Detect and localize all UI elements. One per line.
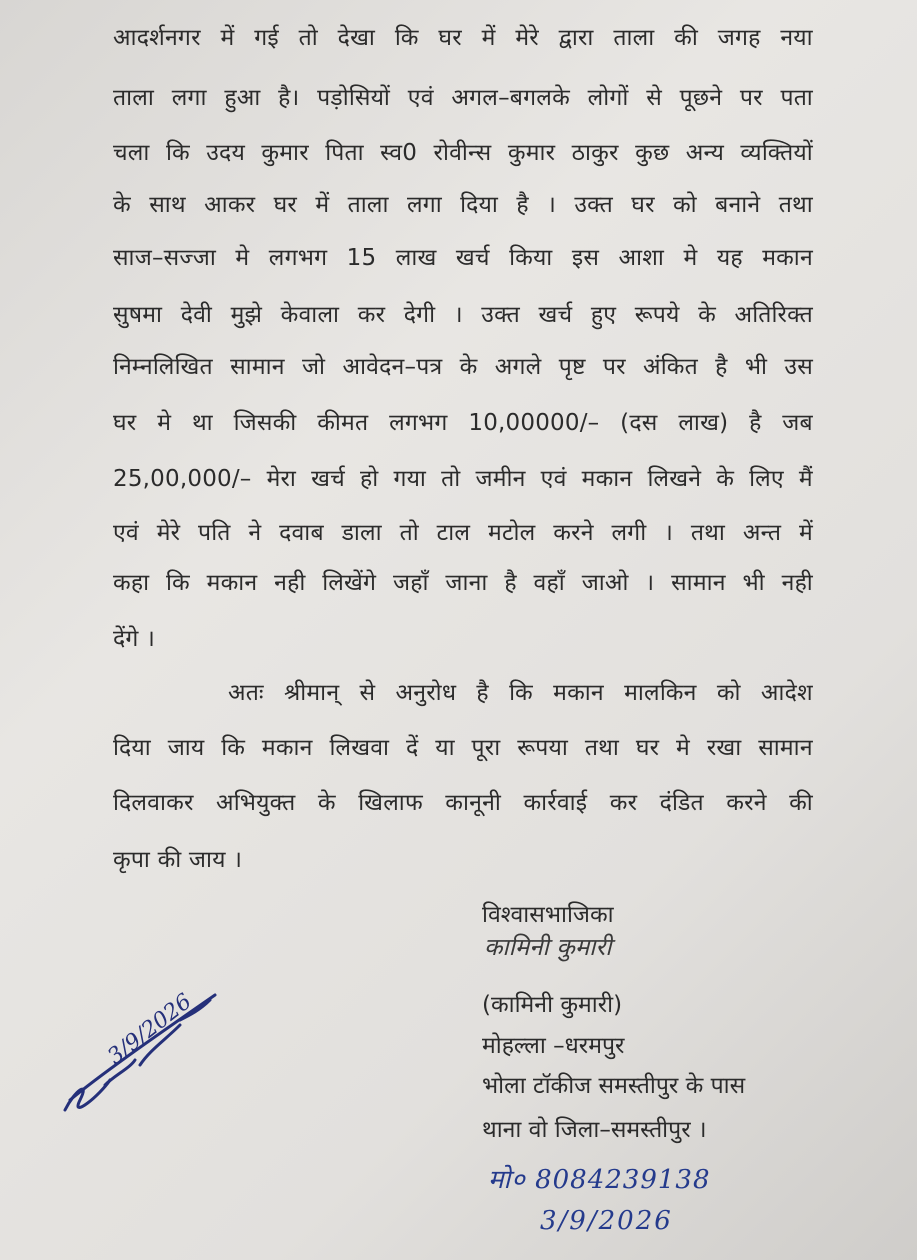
letter-line-7: निम्नलिखित सामान जो आवेदन–पत्र के अगले पृष्ट पर अंकित है भी उस (113, 354, 813, 380)
letter-line-3: चला कि उदय कुमार पिता स्व0 रोवीन्स कुमार ठाकुर कुछ अन्य व्यक्तियों (113, 140, 813, 166)
letter-line-9: 25,00,000/– मेरा खर्च हो गया तो जमीन एवं मकान लिखने के लिए मैं (113, 466, 813, 492)
letter-line-10: एवं मेरे पति ने दवाब डाला तो टाल मटोल करने लगी । तथा अन्त में (113, 520, 813, 546)
handwritten-date-mark (40, 980, 230, 1130)
letter-line-2: ताला लगा हुआ है। पड़ोसियों एवं अगल–बगलके लोगों से पूछने पर पता (113, 85, 813, 111)
handwritten-signature: कामिनी कुमारी (484, 933, 612, 961)
signer-district: थाना वो जिला–समस्तीपुर । (482, 1117, 707, 1143)
letter-line-11: कहा कि मकान नही लिखेंगे जहाँ जाना है वहाँ जाओ । सामान भी नही (113, 570, 813, 596)
letter-line-8: घर मे था जिसकी कीमत लगभग 10,00000/– (दस लाख) है जब (113, 410, 813, 436)
letter-line-12: देंगे । (113, 626, 155, 652)
closing-text: विश्वासभाजिका (482, 902, 614, 928)
stamp-date-text: 3/9/2026 (103, 989, 197, 1070)
letter-line-13: अतः श्रीमान् से अनुरोध है कि मकान मालकिन को आदेश (228, 680, 813, 706)
letter-line-15: दिलवाकर अभियुक्त के खिलाफ कानूनी कार्रवाई कर दंडित करने की (113, 790, 813, 816)
signer-address: भोला टॉकीज समस्तीपुर के पास (482, 1073, 746, 1099)
letter-line-5: साज–सज्जा मे लगभग 15 लाख खर्च किया इस आशा मे यह मकान (113, 245, 813, 271)
letter-line-14: दिया जाय कि मकान लिखवा दें या पूरा रूपया तथा घर मे रखा सामान (113, 735, 813, 761)
letter-line-6: सुषमा देवी मुझे केवाला कर देगी । उक्त खर्च हुए रूपये के अतिरिक्त (113, 302, 813, 328)
letter-line-1: आदर्शनगर में गई तो देखा कि घर में मेरे द्वारा ताला की जगह नया (113, 25, 813, 51)
signer-name: (कामिनी कुमारी) (482, 992, 623, 1018)
letter-line-16: कृपा की जाय । (113, 847, 243, 873)
signature-date: 3/9/2026 (540, 1206, 673, 1236)
signer-locality: मोहल्ला –धरमपुर (482, 1033, 625, 1059)
mobile-number: मो० 8084239138 (488, 1165, 711, 1195)
letter-line-4: के साथ आकर घर में ताला लगा दिया है । उक्त घर को बनाने तथा (113, 192, 813, 218)
